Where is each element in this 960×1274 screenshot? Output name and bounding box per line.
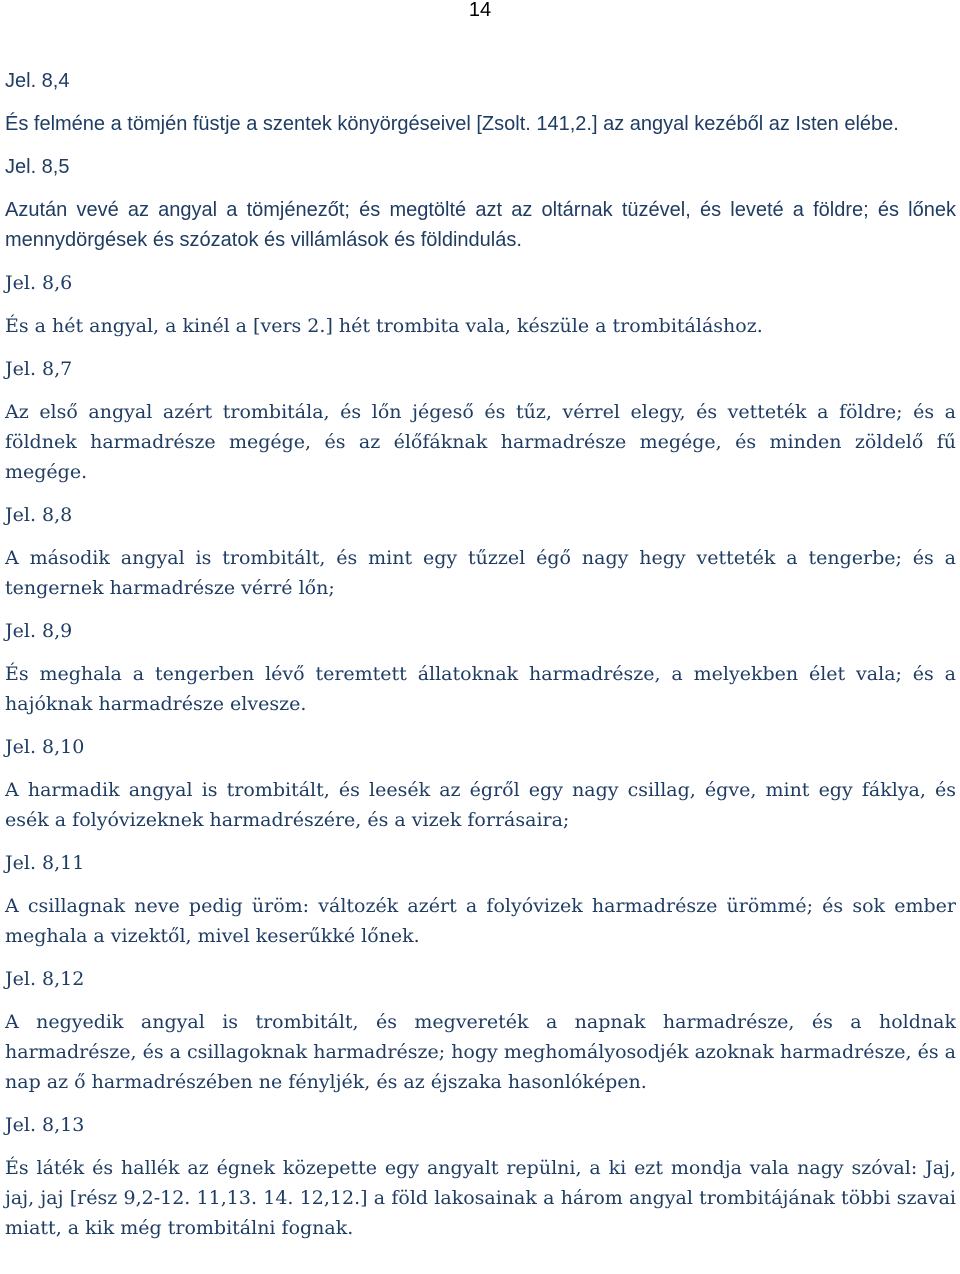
- verse-reference: Jel. 8,9: [5, 620, 73, 642]
- verse-reference: Jel. 8,6: [5, 272, 73, 294]
- verse-text: És láték és hallék az égnek közepette egy angyalt repülni, a ki ezt mondja vala nagy szóval: Jaj, jaj, jaj [rész 9,2-12. 11,13. 14. 12,12.] a föld lakosainak a három angyal trombitájának többi szavai miatt, a kik még trombitálni fognak.: [5, 1157, 956, 1239]
- verse-text: Azután vevé az angyal a tömjénezőt; és megtölté azt az oltárnak tüzével, és leveté a földre; és lőnek mennydörgések és szózatok és villámlások és földindulás.: [5, 199, 956, 251]
- verse-reference: Jel. 8,11: [5, 852, 85, 874]
- verse-reference: Jel. 8,5: [5, 156, 70, 178]
- verse-text: És meghala a tengerben lévő teremtett állatoknak harmadrésze, a melyekben élet vala; és a hajóknak harmadrésze elvesze.: [5, 663, 956, 715]
- verse-reference: Jel. 8,4: [5, 70, 70, 92]
- verse-reference: Jel. 8,10: [5, 736, 85, 758]
- verse-text: És felméne a tömjén füstje a szentek könyörgéseivel [Zsolt. 141,2.] az angyal kezéből az Isten elébe.: [5, 113, 899, 135]
- verse-text: Az első angyal azért trombitála, és lőn jégeső és tűz, vérrel elegy, és vetteték a földre; és a földnek harmadrésze megége, és az élőfáknak harmadrésze megége, és minden zöldelő fű megége.: [5, 401, 956, 483]
- verse-text: A csillagnak neve pedig üröm: változék azért a folyóvizek harmadrésze ürömmé; és sok ember meghala a vizektől, mivel keserűkké lőnek.: [5, 895, 956, 947]
- verse-reference: Jel. 8,8: [5, 504, 73, 526]
- verse-text: A második angyal is trombitált, és mint egy tűzzel égő nagy hegy vetteték a tengerbe; és a tengernek harmadrésze vérré lőn;: [5, 547, 956, 599]
- verse-list: [5, 66, 956, 1256]
- verse-reference: Jel. 8,12: [5, 968, 85, 990]
- verse-text: A harmadik angyal is trombitált, és leesék az égről egy nagy csillag, égve, mint egy fáklya, és esék a folyóvizeknek harmadrészére, és a vizek forrásaira;: [5, 779, 956, 831]
- verse-text: A negyedik angyal is trombitált, és megvereték a napnak harmadrésze, és a holdnak harmadrésze, és a csillagoknak harmadrésze; hogy meghomályosodjék azoknak harmadrésze, és a nap az ő harmadrészében ne fényljék, és az éjszaka hasonlóképen.: [5, 1011, 956, 1093]
- verse-reference: Jel. 8,13: [5, 1114, 85, 1136]
- verse-text: És a hét angyal, a kinél a [vers 2.] hét trombita vala, készüle a trombitáláshoz.: [5, 315, 763, 337]
- page-number: 14: [468, 0, 492, 21]
- verse-reference: Jel. 8,7: [5, 358, 73, 380]
